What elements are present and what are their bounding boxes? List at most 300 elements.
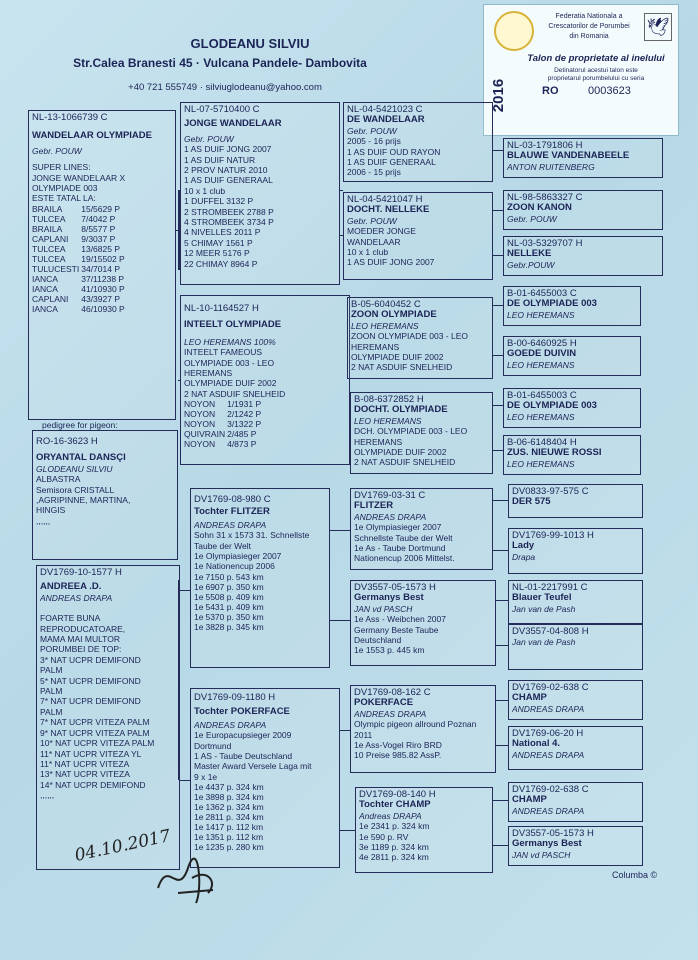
note: JONGE WANDELAAR X — [32, 172, 126, 183]
note: 1e Olympiasieger 2007 — [194, 551, 282, 562]
result-cell: 43/3927 P — [81, 293, 120, 304]
pigeon-name: CHAMP — [512, 795, 547, 806]
note: WANDELAAR — [347, 236, 401, 247]
pigeon-name: NELLEKE — [507, 249, 552, 260]
result-cell: 1e — [194, 571, 204, 582]
result-cell: 5431 p. — [205, 601, 234, 612]
note: OLYMPIADE 003 — [32, 183, 98, 194]
owner: LEO HEREMANS — [351, 320, 419, 331]
ring-number: NL-01-2217991 C — [512, 583, 588, 593]
result-cell: 1e — [194, 802, 204, 813]
result-cell: 1351 p. — [205, 832, 234, 843]
result-cell: 2/485 P — [227, 429, 257, 440]
note: Deutschland — [354, 635, 402, 646]
result-cell: 1362 p. — [205, 802, 234, 813]
ancestor-card-g4 — [508, 528, 643, 574]
result-cell: 1e — [194, 601, 204, 612]
note: FOARTE BUNA — [40, 613, 101, 624]
pigeon-name: ZOON OLYMPIADE — [351, 310, 437, 321]
note: Sohn 31 x 1573 31. Schnellste — [194, 530, 310, 541]
result-cell: 7150 p. — [205, 571, 234, 582]
connector-line — [340, 830, 355, 831]
ancestor-card-g4 — [508, 726, 643, 770]
note: 10 x 1 club — [184, 185, 226, 196]
result-cell: IANCA — [32, 273, 58, 284]
ring-number: DV1769-02-638 C — [512, 785, 589, 795]
owner: ANDREAS DRAPA — [512, 805, 585, 816]
ancestor-card-g4 — [508, 826, 643, 866]
note: Master Award Versele Laga mit — [194, 761, 312, 772]
sire-sire-card — [180, 102, 340, 285]
pigeon-name: CHAMP — [512, 693, 547, 704]
ring-number: DV1769-10-1577 H — [40, 568, 122, 578]
ring-serial: 0003623 — [588, 85, 631, 97]
connector-line — [493, 500, 508, 501]
signature-icon — [148, 848, 228, 908]
ancestor-card-g4 — [508, 484, 643, 518]
ring-number: RO-16-3623 H — [36, 437, 98, 447]
result-cell: 1e — [194, 822, 204, 833]
note: Schnellste Taube der Welt — [354, 532, 453, 543]
note: 14* NAT UCPR DEMIFOND — [40, 779, 146, 790]
note: 3e 1189 p. 324 km — [359, 842, 429, 853]
pigeon-name: National 4. — [512, 739, 561, 750]
result-cell: 1/1931 P — [227, 399, 262, 410]
result-row — [194, 622, 266, 632]
ancestor-card-g4 — [503, 138, 663, 178]
breeder-contact: +40 721 555749 · silviuglodeanu@yahoo.com — [128, 82, 322, 93]
note: HEREMANS — [184, 368, 233, 379]
pigeon-name: DOCHT. OLYMPIADE — [354, 405, 448, 416]
connector-line — [493, 405, 503, 406]
ancestor-card-g3 — [343, 192, 493, 280]
dam-sire-card — [190, 488, 330, 668]
result-cell: NOYON — [184, 439, 216, 450]
owner: LEO HEREMANS 100% — [184, 336, 276, 347]
connector-line — [178, 580, 180, 780]
owner: Jan van de Pash — [512, 637, 576, 648]
sire-dam-card — [180, 295, 350, 465]
connector-line — [180, 780, 190, 781]
result-cell: 543 km — [235, 571, 264, 582]
note: 1e 590 p. RV — [359, 831, 409, 842]
note: 10 Preise 985.82 AssP. — [354, 750, 442, 761]
notes — [194, 530, 326, 572]
federation-logo — [494, 11, 534, 51]
info-line: Semisora CRISTALL — [36, 484, 115, 495]
ring-number: NL-03-1791806 H — [507, 141, 583, 151]
note: 1 AS DUIF GENERAAL — [347, 157, 436, 168]
result-cell: 9/3037 P — [81, 233, 116, 244]
ancestor-card-g4 — [503, 336, 641, 376]
note: 12 MEER 5176 P — [184, 248, 250, 259]
note: Dortmund — [194, 740, 232, 751]
owner: GLODEANU SILVIU — [36, 463, 113, 474]
note: 2 STROMBEEK 2788 P — [184, 206, 274, 217]
pigeon-name: FLITZER — [354, 501, 394, 512]
result-cell: 3898 p. — [205, 792, 234, 803]
ancestor-card-g4 — [503, 388, 641, 428]
result-cell: IANCA — [32, 303, 58, 314]
note: PALM — [40, 686, 63, 697]
note: 1e As - Taube Dortmund — [354, 543, 446, 554]
ancestor-card-g4 — [503, 190, 663, 230]
ring-number: B-08-6372852 H — [354, 395, 424, 405]
info-line: ,,,,,, — [36, 515, 51, 526]
ring-number: DV1769-06-20 H — [512, 729, 584, 739]
owner: Gebr. POUW — [32, 145, 82, 156]
note: REPRODUCATOARE, — [40, 623, 126, 634]
certificate-title: Talon de proprietate al inelului — [527, 53, 665, 64]
subject-card — [32, 430, 178, 560]
connector-line — [493, 550, 508, 551]
info-line: ,AGRIPINNE, MARTINA, — [36, 495, 131, 506]
result-cell: 19/15502 P — [81, 253, 125, 264]
result-row — [32, 224, 127, 234]
result-cell: 5370 p. — [205, 611, 234, 622]
pigeon-name: ANDREEA .D. — [40, 582, 102, 593]
note: Germany Beste Taube — [354, 624, 439, 635]
result-cell: NOYON — [184, 399, 216, 410]
pigeon-name: Tochter FLITZER — [194, 507, 270, 518]
connector-line — [493, 305, 503, 306]
note: 2 PROV NATUR 2010 — [184, 165, 268, 176]
result-cell: 5508 p. — [205, 591, 234, 602]
pigeon-emblem: 🕊 — [644, 13, 672, 41]
result-cell: 1417 p. — [205, 822, 234, 833]
result-cell: BRAILA — [32, 203, 63, 214]
result-cell: CAPLANI — [32, 233, 69, 244]
dam-card — [36, 565, 180, 870]
note: 7* NAT UCPR VITEZA PALM — [40, 717, 150, 728]
result-row — [184, 439, 263, 449]
footer-brand: Columba © — [612, 870, 658, 880]
note: 1 AS DUIF NATUR — [184, 154, 256, 165]
pigeon-name: Tochter POKERFACE — [194, 707, 290, 718]
result-cell: TULCEA — [32, 243, 66, 254]
note: MAMA MAI MULTOR — [40, 634, 120, 645]
owner: Andreas DRAPA — [359, 810, 422, 821]
result-cell: NOYON — [184, 409, 216, 420]
ring-number: DV1769-03-31 C — [354, 491, 426, 501]
info-line: ALBASTRA — [36, 474, 81, 485]
note: 4 NIVELLES 2011 P — [184, 227, 261, 238]
note: 3* NAT UCPR DEMIFOND — [40, 654, 141, 665]
ring-number: NL-07-5710400 C — [184, 105, 260, 115]
ring-number: DV3557-05-1573 H — [512, 829, 594, 839]
result-row — [194, 592, 266, 602]
pigeon-name: POKERFACE — [354, 698, 414, 709]
ring-number: DV1769-02-638 C — [512, 683, 589, 693]
connector-line — [493, 255, 503, 256]
note: PALM — [40, 706, 63, 717]
note: 1 AS DUIF OUD RAYON — [347, 146, 441, 157]
connector-line — [496, 600, 508, 601]
owner: Gebr. POUW — [347, 215, 397, 226]
ancestor-card-g3 — [350, 580, 496, 666]
ring-number: DV1769-08-140 H — [359, 790, 436, 800]
ring-number: DV1769-08-980 C — [194, 495, 271, 505]
pigeon-name: Germanys Best — [354, 593, 424, 604]
owner: Gebr.POUW — [507, 259, 555, 270]
result-cell: 324 km — [235, 792, 264, 803]
info-line: HINGIS — [36, 505, 66, 516]
note: 1 AS - Taube Deutschland — [194, 751, 293, 762]
result-cell: 1235 p. — [205, 842, 234, 853]
result-row — [32, 264, 127, 274]
result-row — [32, 284, 127, 294]
result-row — [184, 409, 263, 419]
certificate-sub-1: Detinatorul acestui talon este — [554, 67, 638, 74]
results-table — [194, 572, 266, 632]
result-cell: 1e — [194, 842, 204, 853]
notes — [184, 144, 336, 269]
owner: Gebr. POUW — [347, 125, 397, 136]
note: Olympic pigeon allround Poznan — [354, 719, 477, 730]
owner: ANTON RUITENBERG — [507, 161, 595, 172]
ring-number: B-06-6148404 H — [507, 438, 577, 448]
result-cell: 1e — [194, 832, 204, 843]
owner: Drapa — [512, 551, 536, 562]
result-row — [32, 234, 127, 244]
connector-line — [493, 150, 503, 151]
note: 13* NAT UCPR VITEZA — [40, 769, 130, 780]
result-cell: 1e — [194, 792, 204, 803]
note: 2 NAT ASDUIF SNELHEID — [184, 388, 286, 399]
note: 5 CHIMAY 1561 P — [184, 237, 253, 248]
result-cell: 3828 p. — [205, 621, 234, 632]
note: 10* NAT UCPR VITEZA PALM — [40, 738, 155, 749]
note: ZOON OLYMPIADE 003 - LEO — [351, 331, 468, 342]
result-cell: IANCA — [32, 283, 58, 294]
ring-number: NL-10-1164527 H — [184, 304, 259, 314]
result-row — [32, 244, 127, 254]
ring-number: B-01-6455003 C — [507, 289, 577, 299]
result-row — [194, 822, 266, 832]
result-row — [32, 254, 127, 264]
owner: ANDREAS DRAPA — [194, 519, 267, 530]
note: HEREMANS — [354, 436, 403, 447]
result-cell: CAPLANI — [32, 293, 69, 304]
pigeon-name: ZOON KANON — [507, 203, 572, 214]
result-row — [184, 419, 263, 429]
note: 1e Ass-Vogel Riro BRD — [354, 740, 442, 751]
ancestor-card-g3 — [350, 392, 493, 474]
result-row — [32, 304, 127, 314]
result-cell: 1e — [194, 812, 204, 823]
result-cell: TULCEA — [32, 213, 66, 224]
note: 1e Ass - Weibchen 2007 — [354, 614, 446, 625]
result-cell: 1e — [194, 782, 204, 793]
pigeon-name: DE OLYMPIADE 003 — [507, 401, 597, 412]
owner: ANDREAS DRAPA — [194, 719, 267, 730]
pigeon-name: Tochter CHAMP — [359, 800, 431, 811]
note: 10 x 1 club — [347, 247, 389, 258]
result-cell: 6907 p. — [205, 581, 234, 592]
ancestor-card-g4 — [508, 580, 643, 624]
ring-number: B-00-6460925 H — [507, 339, 577, 349]
ancestor-card-g4 — [503, 435, 641, 475]
owner: LEO HEREMANS — [507, 458, 575, 469]
note: 9 x 1e — [194, 771, 218, 782]
note: OLYMPIADE DUIF 2002 — [354, 447, 447, 458]
ancestor-card-g3 — [350, 685, 496, 773]
note: 5* NAT UCPR DEMIFOND — [40, 675, 141, 686]
connector-line — [340, 730, 350, 731]
result-cell: 324 km — [235, 802, 264, 813]
results-table — [184, 399, 263, 449]
connector-line — [180, 590, 190, 591]
owner: ANDREAS DRAPA — [354, 708, 427, 719]
pigeon-name: JONGE WANDELAAR — [184, 119, 282, 130]
ring-number: DV3557-05-1573 H — [354, 583, 436, 593]
ring-number: DV1769-08-162 C — [354, 688, 431, 698]
result-cell: 8/5577 P — [81, 223, 116, 234]
note: 1e 1553 p. 445 km — [354, 645, 425, 656]
dam-dam-card — [190, 688, 340, 868]
ancestor-card-g3 — [350, 488, 493, 570]
note: PORUMBEI DE TOP: — [40, 644, 122, 655]
result-row — [184, 429, 263, 439]
connector-line — [496, 700, 508, 701]
pigeon-name: DE OLYMPIADE 003 — [507, 299, 597, 310]
ring-number: NL-13-1066739 C — [32, 113, 108, 123]
note: Nationencup 2006 Mittelst. — [354, 553, 455, 564]
result-cell: 409 km — [235, 601, 264, 612]
ring-number: B-05-6040452 C — [351, 300, 421, 310]
result-cell: 324 km — [235, 782, 264, 793]
result-row — [194, 832, 266, 842]
result-cell: 409 km — [235, 591, 264, 602]
ring-number: DV1769-99-1013 H — [512, 531, 594, 541]
result-cell: BRAILA — [32, 223, 63, 234]
note: ESTE TATAL LA: — [32, 193, 96, 204]
note: 2 NAT ASDUIF SNELHEID — [354, 457, 456, 468]
owner: LEO HEREMANS — [507, 359, 575, 370]
pigeon-name: Blauer Teufel — [512, 593, 572, 604]
note: 9* NAT UCPR VITEZA PALM — [40, 727, 150, 738]
federation-name-2: Crescatorilor de Porumbei — [548, 23, 630, 30]
note: 11* NAT UCPR VITEZA — [40, 758, 130, 769]
connector-line — [178, 380, 180, 381]
connector-line — [493, 450, 503, 451]
result-row — [32, 274, 127, 284]
result-cell: 2/1242 P — [227, 409, 262, 420]
result-cell: QUIVRAIN — [184, 429, 226, 440]
result-row — [194, 792, 266, 802]
result-row — [194, 812, 266, 822]
pedigree-label: pedigree for pigeon: — [42, 420, 118, 430]
ring-number: DV3557-04-808 H — [512, 627, 589, 637]
ring-number: DV0833-97-575 C — [512, 487, 589, 497]
note: Taube der Welt — [194, 540, 252, 551]
federation-name-1: Federatia Nationala a — [555, 13, 623, 20]
owner: LEO HEREMANS — [507, 411, 575, 422]
ancestor-card-g4 — [508, 624, 643, 670]
breeder-name: GLODEANU SILVIU — [190, 36, 310, 51]
result-cell: TULUCESTI — [32, 263, 80, 274]
ancestor-card-g3 — [347, 297, 493, 379]
note: MOEDER JONGE — [347, 226, 416, 237]
result-cell: 34/7014 P — [81, 263, 120, 274]
ancestor-card-g4 — [503, 236, 663, 276]
note: 2006 - 15 prijs — [347, 167, 401, 178]
note: 7* NAT UCPR DEMIFOND — [40, 696, 141, 707]
ownership-certificate — [483, 4, 679, 136]
result-cell: 15/5629 P — [81, 203, 120, 214]
note: 22 CHIMAY 8964 P — [184, 258, 258, 269]
result-cell: 2811 p. — [205, 812, 234, 823]
result-cell: 41/10930 P — [81, 283, 125, 294]
owner: LEO HEREMANS — [507, 309, 575, 320]
result-cell: 112 km — [235, 832, 264, 843]
note: 4e 2811 p. 324 km — [359, 852, 429, 863]
result-cell: 1e — [194, 621, 204, 632]
note: 1e Nationencup 2006 — [194, 561, 275, 572]
year-vertical: 2016 — [490, 78, 508, 113]
pigeon-name: ZUS. NIEUWE ROSSI — [507, 448, 602, 459]
result-row — [32, 204, 127, 214]
result-cell: 3/1322 P — [227, 419, 262, 430]
pigeon-name: GOEDE DUIVIN — [507, 349, 577, 360]
note: 2005 - 16 prijs — [347, 136, 401, 147]
result-cell: 112 km — [235, 822, 264, 833]
owner: LEO HEREMANS — [354, 415, 422, 426]
ancestor-card-g4 — [503, 286, 641, 326]
result-cell: 1e — [194, 611, 204, 622]
result-row — [194, 782, 266, 792]
note: DCH. OLYMPIADE 003 - LEO — [354, 426, 468, 437]
note: HEREMANS — [351, 341, 400, 352]
note: INTEELT FAMEOUS — [184, 347, 263, 358]
note: 1e Europacupsieger 2009 — [194, 730, 292, 741]
ring-number: B-01-6455003 C — [507, 391, 577, 401]
connector-line — [493, 845, 508, 846]
result-row — [32, 214, 127, 224]
result-row — [184, 399, 263, 409]
result-cell: 345 km — [235, 621, 264, 632]
result-cell: 350 km — [235, 581, 264, 592]
owner: JAN vd PASCH — [354, 603, 413, 614]
certificate-sub-2: proprietarul porumbelului cu seria — [547, 75, 645, 82]
result-cell: 37/11238 P — [81, 273, 125, 284]
ring-number: DV1769-09-1180 H — [194, 693, 276, 703]
result-cell: 7/4042 P — [81, 213, 116, 224]
note: OLYMPIADE 003 - LEO — [184, 357, 275, 368]
note: 1 DUFFEL 3132 P — [184, 196, 254, 207]
pigeon-name: DOCHT. NELLEKE — [347, 205, 430, 216]
result-cell: 324 km — [235, 812, 264, 823]
result-row — [32, 294, 127, 304]
pigeon-name: BLAUWE VANDENABEELE — [507, 151, 630, 162]
connector-line — [340, 190, 343, 191]
ring-number: NL-04-5421023 C — [347, 105, 423, 115]
result-cell: NOYON — [184, 419, 216, 430]
note: ,,,,,, — [40, 790, 55, 801]
connector-line — [493, 210, 503, 211]
results-table — [32, 204, 127, 314]
connector-line — [178, 190, 180, 270]
ancestor-card-g3 — [355, 787, 493, 873]
connector-line — [493, 800, 508, 801]
pigeon-name: ORYANTAL DANSÇI — [36, 453, 126, 464]
ancestor-card-g3 — [343, 102, 493, 182]
result-cell: 13/6825 P — [81, 243, 120, 254]
ring-number: NL-98-5863327 C — [507, 193, 583, 203]
handwritten-date: 04.10.2017 — [72, 826, 173, 866]
owner: ANDREAS DRAPA — [354, 511, 427, 522]
note: 1 AS DUIF GENERAAL — [184, 175, 273, 186]
